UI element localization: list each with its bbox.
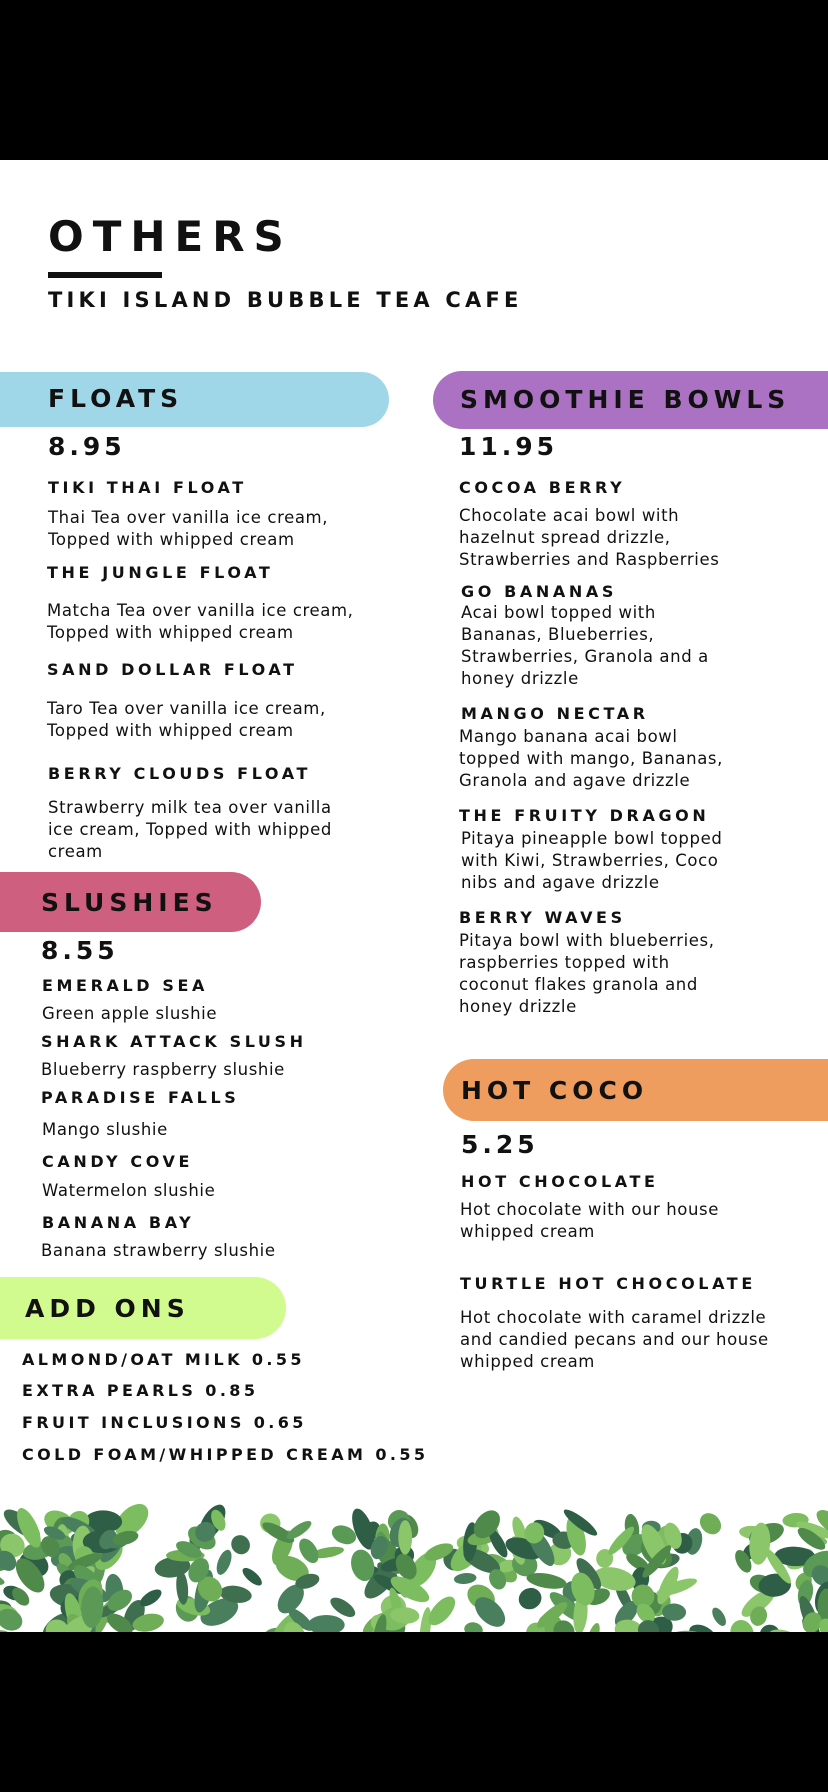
add-on-item: FRUIT INCLUSIONS 0.65 [22, 1413, 307, 1432]
menu-item-desc: Banana strawberry slushie [41, 1241, 276, 1260]
leaf-shape [453, 1572, 477, 1585]
menu-item-name: SHARK ATTACK SLUSH [41, 1032, 307, 1051]
leaf-shape [240, 1565, 265, 1588]
menu-item-name: THE JUNGLE FLOAT [47, 563, 274, 582]
menu-item-desc: Pitaya bowl with blueberries, raspberries topped with coconut flakes granola and honey drizzle [459, 931, 715, 1016]
menu-item-desc: Taro Tea over vanilla ice cream, Topped with whipped cream [47, 699, 326, 740]
menu-item-name: TIKI THAI FLOAT [48, 478, 247, 497]
slushies-header [0, 872, 261, 932]
menu-item-name: BANANA BAY [42, 1213, 195, 1232]
leaf-shape [515, 1584, 545, 1613]
menu-item-name: GO BANANAS [461, 582, 617, 601]
smoothie-bowls-price: 11.95 [459, 432, 559, 461]
menu-item-name: THE FRUITY DRAGON [459, 806, 710, 825]
menu-item-name: BERRY WAVES [459, 908, 626, 927]
menu-item-name: TURTLE HOT CHOCOLATE [460, 1274, 756, 1293]
leaf-shape [227, 1531, 253, 1558]
menu-item-desc: Strawberry milk tea over vanilla ice cream, Topped with whipped cream [48, 798, 332, 861]
slushies-label: SLUSHIES [41, 888, 218, 917]
leaves-illustration [0, 1490, 828, 1632]
menu-item-desc: Watermelon slushie [42, 1181, 216, 1200]
slushies-price: 8.55 [41, 936, 119, 965]
floats-header [0, 372, 389, 427]
menu-item-name: CANDY COVE [42, 1152, 194, 1171]
menu-item-desc: Pitaya pineapple bowl topped with Kiwi, Strawberries, Coco nibs and agave drizzle [461, 829, 723, 892]
leaf-shape [686, 1621, 719, 1632]
floats-price: 8.95 [48, 432, 126, 461]
menu-item-desc: Mango slushie [42, 1120, 168, 1139]
smoothie-bowls-header [433, 371, 828, 429]
menu-item-desc: Matcha Tea over vanilla ice cream, Topped with whipped cream [47, 601, 354, 642]
menu-item-desc: Hot chocolate with caramel drizzle and candied pecans and our house whipped cream [460, 1308, 769, 1371]
leaf-shape [284, 1518, 314, 1543]
menu-item-name: SAND DOLLAR FLOAT [47, 660, 298, 679]
menu-item-name: HOT CHOCOLATE [461, 1172, 659, 1191]
menu-item-name: MANGO NECTAR [461, 704, 649, 723]
add-on-item: COLD FOAM/WHIPPED CREAM 0.55 [22, 1445, 429, 1464]
smoothie-bowls-label: SMOOTHIE BOWLS [460, 385, 791, 414]
leaf-shape [0, 1569, 6, 1587]
leaf-shape [709, 1605, 728, 1628]
menu-item-desc: Blueberry raspberry slushie [41, 1060, 285, 1079]
menu-item-name: EMERALD SEA [42, 976, 208, 995]
title-underline [48, 272, 162, 278]
hot-coco-header [443, 1059, 828, 1121]
menu-item-desc: Acai bowl topped with Bananas, Blueberries, Strawberries, Granola and a honey drizzle [461, 603, 709, 688]
menu-page [0, 160, 828, 1632]
floats-label: FLOATS [48, 384, 184, 413]
hot-coco-price: 5.25 [461, 1130, 539, 1159]
menu-item-name: COCOA BERRY [459, 478, 626, 497]
add-on-item: ALMOND/OAT MILK 0.55 [22, 1350, 305, 1369]
leaf-shape [308, 1615, 345, 1632]
menu-item-desc: Mango banana acai bowl topped with mango, Bananas, Granola and agave drizzle [459, 727, 723, 790]
leaf-shape [398, 1520, 412, 1555]
leaf-shape [214, 1548, 235, 1577]
add-on-item: EXTRA PEARLS 0.85 [22, 1381, 259, 1400]
hot-coco-label: HOT COCO [461, 1076, 649, 1105]
cafe-name: TIKI ISLAND BUBBLE TEA CAFE [48, 288, 523, 312]
menu-item-desc: Thai Tea over vanilla ice cream, Topped with whipped cream [48, 508, 329, 549]
menu-item-name: PARADISE FALLS [41, 1088, 240, 1107]
add-ons-label: ADD ONS [25, 1294, 190, 1323]
leaf-shape [463, 1621, 484, 1632]
menu-item-desc: Chocolate acai bowl with hazelnut spread drizzle, Strawberries and Raspberries [459, 506, 720, 569]
add-ons-header [0, 1277, 286, 1339]
menu-item-desc: Green apple slushie [42, 1004, 218, 1023]
page-title: OTHERS [48, 212, 293, 261]
menu-item-name: BERRY CLOUDS FLOAT [48, 764, 311, 783]
menu-item-desc: Hot chocolate with our house whipped cream [460, 1200, 719, 1241]
